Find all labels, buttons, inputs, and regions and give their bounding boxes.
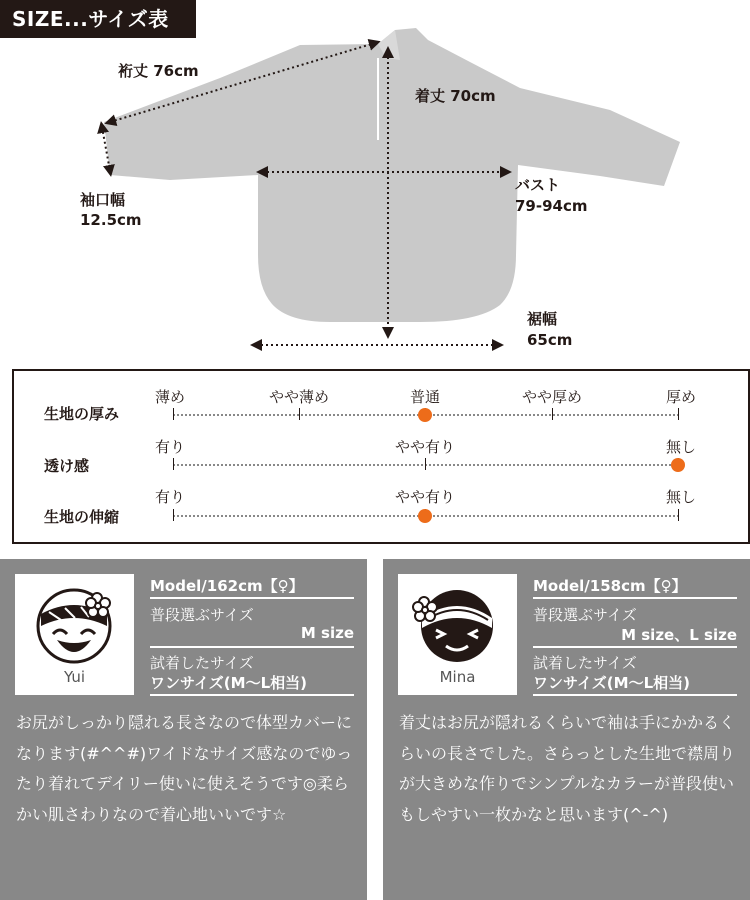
transparency-option: やや有り [394,438,456,456]
stretch-option: 無し [665,488,696,506]
tried-size-label: 試着したサイズ [533,654,637,672]
stretch-option: やや有り [394,488,456,506]
bust-label: バスト [515,176,561,194]
divider [533,646,737,648]
fabric-thickness-label: 生地の厚み [44,405,120,423]
thickness-indicator [418,408,432,422]
scale-tick [425,458,426,470]
scale-tick [552,408,553,420]
model-avatar-mina [398,574,517,695]
scale-tick [173,509,174,521]
divider [150,694,354,696]
thickness-option: やや厚め [521,388,583,406]
usual-size-label: 普段選ぶサイズ [150,606,254,624]
tried-size-value: ワンサイズ(M〜L相当) [533,674,690,692]
thickness-option: やや薄め [268,388,330,406]
body-length-label: 着丈 70cm [415,87,496,105]
tried-size-label: 試着したサイズ [150,654,254,672]
cuff-width-label: 袖口幅 [80,191,126,209]
divider [150,646,354,648]
divider [150,597,354,599]
usual-size-value: M size、L size [621,626,737,644]
model-name: Mina [439,668,476,686]
model-header: Model/158cm【♀】 [533,577,687,595]
model-comment: お尻がしっかり隠れる長さなので体型カバーになります(#^^#)ワイドなサイズ感なのでゆったり着れてデイリー使いに使えそうです◎柔らかい肌さわりなので着心地いいです☆ [16,713,353,824]
model-name: Yui [63,668,86,686]
hem-width-value: 65cm [527,331,573,349]
model-comment: 着丈はお尻が隠れるくらいで袖は手にかかるくらいの長さでした。さらっとした生地で襟周りが大きめな作りでシンプルなカラーが普段使いもしやすい一枚かなと思います(^-^) [399,713,736,824]
transparency-option: 無し [665,438,696,456]
fabric-transparency-label: 透け感 [44,457,90,475]
divider [533,694,737,696]
scale-tick [678,509,679,521]
model-header: Model/162cm【♀】 [150,577,304,595]
transparency-option: 有り [155,438,186,456]
scale-tick [299,408,300,420]
bust-value: 79-94cm [515,197,588,215]
scale-tick [173,408,174,420]
usual-size-value: M size [300,624,354,642]
usual-size-label: 普段選ぶサイズ [533,606,637,624]
cuff-width-value: 12.5cm [80,211,142,229]
garment-diagram [0,0,750,365]
thickness-option: 薄め [155,388,186,406]
hem-width-label: 裾幅 [527,310,558,328]
transparency-scale [173,464,679,466]
transparency-indicator [671,458,685,472]
tried-size-value: ワンサイズ(M〜L相当) [150,674,307,692]
scale-tick [173,458,174,470]
thickness-option: 厚め [665,388,696,406]
fabric-table [12,369,750,544]
sleeve-length-label: 裄丈 76cm [118,62,199,80]
model-avatar-yui [15,574,134,695]
scale-tick [678,408,679,420]
divider [533,597,737,599]
stretch-option: 有り [155,488,186,506]
fabric-stretch-label: 生地の伸縮 [44,508,120,526]
thickness-option: 普通 [409,388,441,406]
size-chart-title: SIZE...サイズ表 [0,0,196,38]
stretch-indicator [418,509,432,523]
